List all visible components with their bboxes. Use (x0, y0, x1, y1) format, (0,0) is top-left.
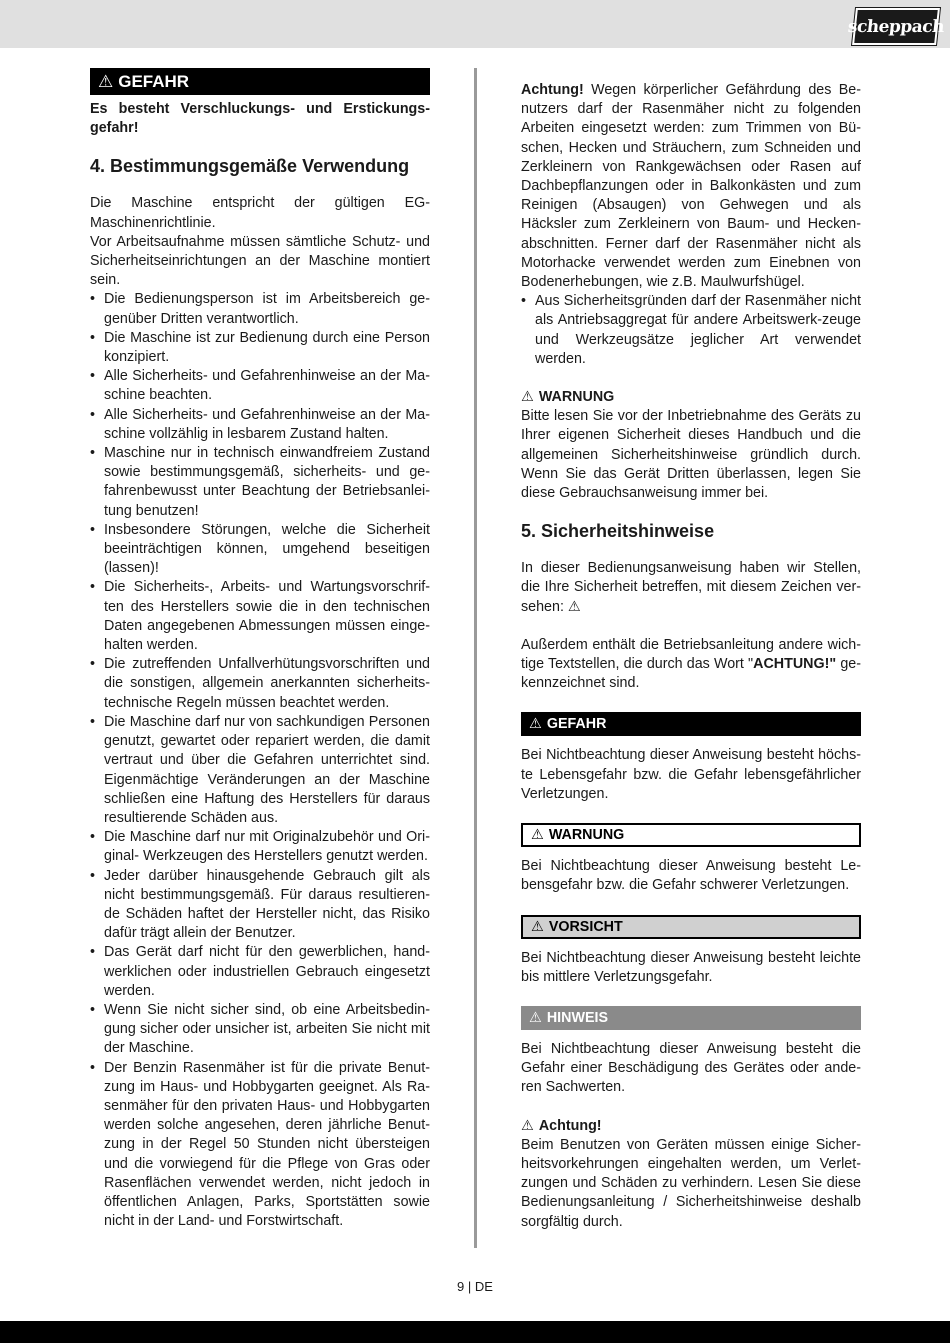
vorsicht-label: VORSICHT (548, 918, 623, 935)
list-item: • Aus Sicherheitsgründen darf der Rasenmäher nicht als Antriebsaggregat für andere Arbeitswerk-zeuge und Werkzeugsätze jeglicher Art verwendet werden. (521, 292, 861, 369)
gefahr-text: Bei Nichtbeachtung dieser Anweisung besteht höchs-te Lebensgefahr bzw. die Gefahr lebensgefährlicher Verletzungen. (521, 747, 861, 802)
warning-triangle-icon: ⚠ (521, 1117, 534, 1134)
safety-intro-1-text: In dieser Bedienungsanweisung haben wir Stellen, die Ihre Sicherheit betreffen, mit diesem Zeichen ver-sehen: (521, 560, 861, 615)
list-item: • Alle Sicherheits- und Gefahrenhinweise an der Ma-schine beachten. (90, 367, 430, 405)
list-item: • Die Maschine darf nur von sachkundigen Personen genutzt, gewartet oder repariert werden, die damit vertraut und über die Gefahren unterrichtet sind. Eigenmächtige Veränderungen an der Maschine schließen eine Haftung des Herstellers für daraus resultierende Schäden aus. (90, 713, 430, 828)
brand-logo: scheppach (852, 8, 940, 45)
warning-triangle-icon: ⚠ (531, 918, 544, 935)
list-item: • Alle Sicherheits- und Gefahrenhinweise an der Ma-schine vollzählig in lesbarem Zustand halten. (90, 406, 430, 444)
danger-label: GEFAHR (118, 72, 190, 91)
list-item: • Die Bedienungsperson ist im Arbeitsbereich ge-genüber Dritten verantwortlich. (90, 290, 430, 328)
list-item: • Wenn Sie nicht sicher sind, ob eine Arbeitsbedin-gung sicher oder unsicher ist, arbeiten Sie nicht mit der Maschine. (90, 1001, 430, 1059)
bottom-bar (0, 1321, 950, 1343)
list-item: • Jeder darüber hinausgehende Gebrauch gilt als nicht bestimmungsgemäß. Für daraus resultieren-de Schäden haftet der Hersteller nicht, das Risiko dafür trägt allein der Benutzer. (90, 867, 430, 944)
warnung-label: WARNUNG (548, 827, 625, 844)
warning-triangle-icon: ⚠ (567, 598, 581, 615)
section-title-5: 5. Sicherheitshinweise (521, 521, 715, 542)
safety-intro-1 (521, 559, 861, 617)
section-title-4: 4. Bestimmungsgemäße Verwendung (90, 156, 410, 177)
safety-intro-2 (521, 636, 861, 694)
achtung-paragraph (521, 81, 861, 292)
warnung-box-text: Bei Nichtbeachtung dieser Anweisung besteht Le-bensgefahr bzw. die Gefahr schwerer Verletzungen. (521, 858, 861, 894)
warnung-box (521, 823, 861, 847)
page-number: 9 | DE (457, 1279, 493, 1294)
warning-triangle-icon: ⚠ (531, 827, 544, 844)
gefahr-label: GEFAHR (546, 716, 607, 733)
vorsicht-box (521, 915, 861, 939)
intro-paragraph-1: Die Maschine entspricht der gültigen EG-Maschinenrichtlinie. (90, 195, 430, 231)
achtung2-heading-label: Achtung! (538, 1117, 602, 1134)
safety-intro-2-text-a: Außerdem enthält die Betriebsanleitung andere wich-tige Textstellen, die durch das Wort " (521, 636, 861, 673)
achtung2-text: Beim Benutzen von Geräten müssen einige Sicher-heitsvorkehrungen eingehalten werden, um Verlet-zungen und Schäden zu verhindern. Lesen Sie diese Bedienungsanleitung / Sicherheitshinweise deshalb sorgfältig durch. (521, 1136, 861, 1230)
list-item: • Maschine nur in technisch einwandfreiem Zustand sowie bestimmungsgemäß, sicherheits- und ge-fahrenbewusst unter Beachtung der Betriebsanlei-tung benutzen! (90, 444, 430, 521)
safety-intro-2-keyword: ACHTUNG!" (753, 656, 837, 673)
warning-triangle-icon: ⚠ (529, 1009, 542, 1026)
top-bar (0, 0, 950, 48)
warning-triangle-icon: ⚠ (521, 389, 534, 406)
right-column (521, 81, 861, 1232)
list-item: • Der Benzin Rasenmäher ist für die private Benut-zung im Haus- und Hobbygarten geeignet. Als Ra-senmäher für den privaten Haus- und Hobbygarten werden solche angesehen, deren jährliche Benut-zung in der Regel 50 Stunden nicht übersteigen und die vorwiegend für die Pflege von Gras oder Rasenflächen verwendet werden, nicht jedoch in öffentlichen Anlagen, Parks, Sportstätten sowie nicht in der Land- und Forstwirtschaft. (90, 1059, 430, 1232)
safety-intro-2-text-c: ge-kennzeichnet sind. (521, 656, 861, 692)
hinweis-box (521, 1006, 861, 1030)
warning-triangle-icon: ⚠ (529, 716, 542, 733)
right-bullet-list (521, 292, 861, 369)
column-divider (474, 68, 477, 1248)
warning-triangle-icon: ⚠ (98, 72, 114, 91)
gefahr-box (521, 712, 861, 736)
danger-text: Es besteht Verschluckungs- und Erstickungs-gefahr! (90, 101, 430, 137)
achtung-text: Wegen körperlicher Gefährdung des Be-nutzers darf der Rasenmäher nicht zu folgenden Arbeiten eingesetzt werden: zum Trimmen von Bü-schen, Hecken und Sträuchern, zum Schneiden und Zerkleinern von Rankgewächsen oder Rasen auf Dachbepflanzungen oder in Balkonkästen und zum Reinigen (Absaugen) von Gehwegen und als Häcksler zum Zerkleinern von Baum- und Hecken-abschnitten. Ferner darf der Rasenmäher nicht als Motorhacke verwendet werden zum Einebnen von Bodenerhebungen, wie z.B. Maulwurfshügel. (521, 82, 861, 291)
intro-paragraph-2: Vor Arbeitsaufnahme müssen sämtliche Schutz- und Sicherheitseinrichtungen an der Maschine montiert sein. (90, 233, 430, 289)
warnung-heading-label: WARNUNG (538, 389, 615, 406)
vorsicht-text: Bei Nichtbeachtung dieser Anweisung besteht leichte bis mittlere Verletzungsgefahr. (521, 949, 861, 985)
usage-bullet-list (90, 290, 430, 1231)
danger-box (90, 68, 430, 95)
warnung-text: Bitte lesen Sie vor der Inbetriebnahme des Geräts zu Ihrer eigenen Sicherheit dieses Handbuch und die allgemeinen Sicherheitshinweise gründlich durch. Wenn Sie das Gerät Dritten überlassen, legen Sie diese Gebrauchsanweisung immer bei. (521, 408, 861, 502)
hinweis-text: Bei Nichtbeachtung dieser Anweisung besteht die Gefahr einer Beschädigung des Gerätes oder ande-ren Sachwerten. (521, 1040, 861, 1096)
achtung-label: Achtung! (521, 82, 584, 98)
list-item: • Die Sicherheits-, Arbeits- und Wartungsvorschrif-ten des Herstellers sowie die in den technischen Daten angegebenen Abmessungen müssen einge-halten werden. (90, 578, 430, 655)
list-item: • Die zutreffenden Unfallverhütungsvorschriften und die sonstigen, allgemein anerkannten sicherheits-technische Regeln müssen beachtet werden. (90, 655, 430, 713)
list-item: • Die Maschine darf nur mit Originalzubehör und Ori-ginal- Werkzeugen des Herstellers genutzt werden. (90, 828, 430, 866)
left-column (90, 68, 430, 1231)
hinweis-label: HINWEIS (546, 1009, 608, 1026)
list-item: • Die Maschine ist zur Bedienung durch eine Person konzipiert. (90, 329, 430, 367)
list-item: • Das Gerät darf nicht für den gewerblichen, hand-werklichen oder industriellen Gebrauch eingesetzt werden. (90, 943, 430, 1001)
warnung-heading (521, 388, 861, 407)
achtung2-heading (521, 1117, 861, 1136)
list-item: • Insbesondere Störungen, welche die Sicherheit beeinträchtigen können, umgehend beseitigen (lassen)! (90, 521, 430, 579)
